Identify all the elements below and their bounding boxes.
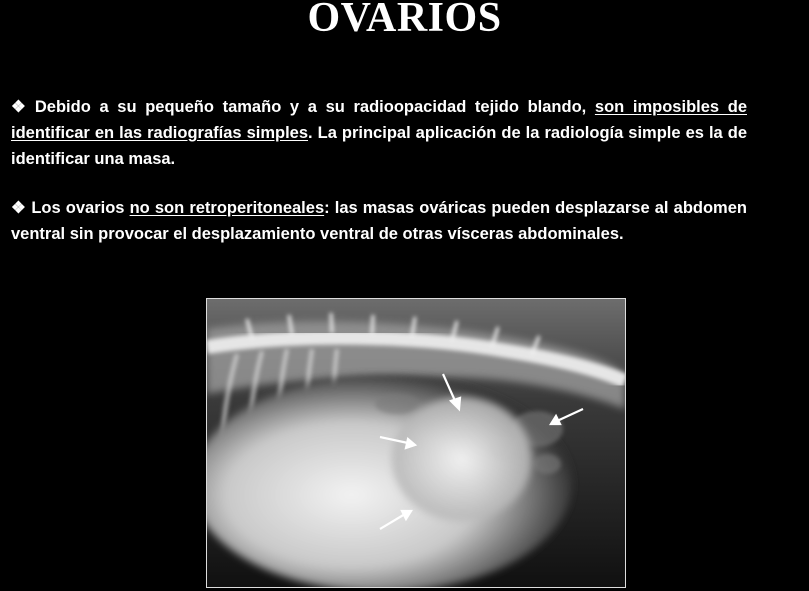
bullet1-underlined-text: son imposibles de identificar en las radiografías simples — [11, 98, 747, 142]
bullet1-text-start: Debido a su pequeño tamaño y a su radioopacidad tejido blando, — [34, 98, 595, 116]
bullet2-text-end: : las masas ováricas pueden desplazarse al abdomen ventral sin provocar el desplazamiento ventral de otras vísceras abdominales. — [11, 199, 747, 243]
bullet-diamond-icon: ❖ — [11, 199, 27, 217]
bullet-point-1 — [11, 94, 747, 172]
radiograph-illustration — [207, 299, 625, 587]
bullet2-underlined-text: no son retroperitoneales — [129, 199, 325, 217]
abdominal-radiograph-image — [206, 298, 626, 588]
bullet2-text-start: Los ovarios — [31, 199, 130, 217]
slide-title: OVARIOS — [307, 0, 502, 41]
bullet-diamond-icon: ❖ — [11, 98, 30, 116]
bullet-point-2 — [11, 195, 747, 247]
bullet1-text-end: . La principal aplicación de la radiología simple es la de identificar una masa. — [11, 124, 747, 168]
